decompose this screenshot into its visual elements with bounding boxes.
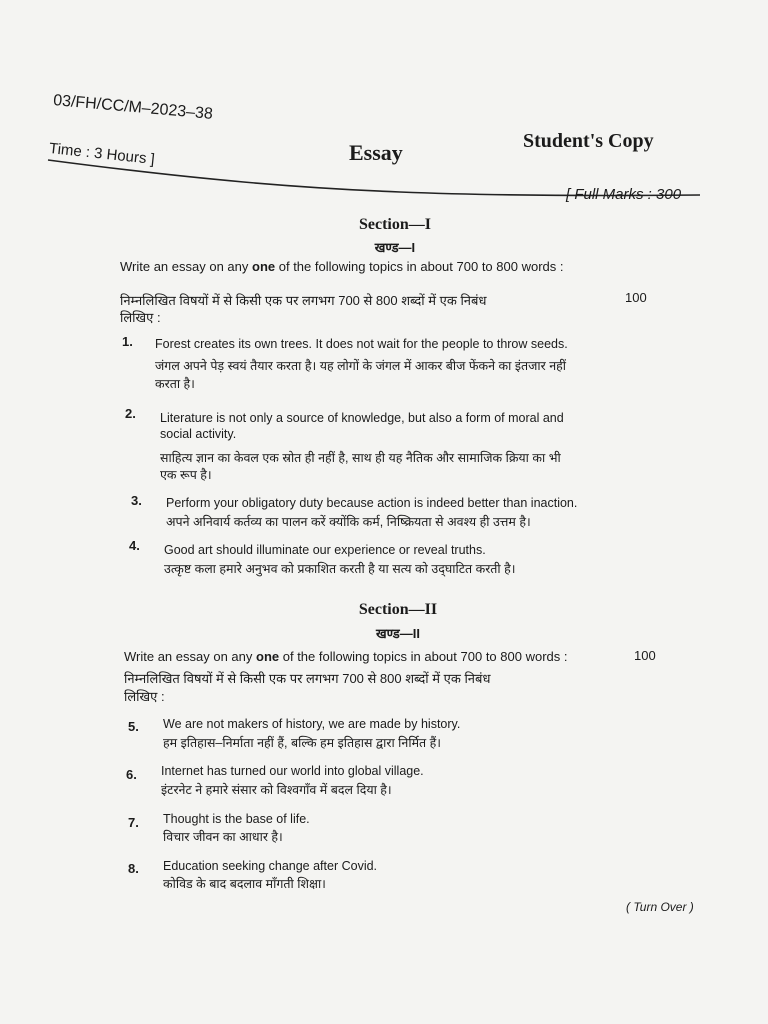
copy-label: Student's Copy: [523, 130, 654, 152]
question-text-en: We are not makers of history, we are made by history.: [163, 717, 461, 731]
question-text-en: Perform your obligatory duty because action is indeed better than inaction.: [166, 496, 578, 510]
question-text-en: Forest creates its own trees. It does not wait for the people to throw seeds.: [155, 337, 568, 351]
paper-code: 03/FH/CC/M–2023–38: [52, 92, 214, 123]
question-text-hi: उत्कृष्ट कला हमारे अनुभव को प्रकाशित करती है या सत्य को उद्‌घाटित करती है।: [164, 562, 516, 576]
question-number: 5.: [128, 719, 139, 734]
question-number: 2.: [125, 406, 136, 421]
page-title: Essay: [349, 140, 403, 165]
section1-instruction-hi: निम्नलिखित विषयों में से किसी एक पर लगभग 700 से 800 शब्दों में एक निबंध: [120, 293, 487, 308]
question-number: 6.: [126, 767, 137, 782]
question-number: 4.: [129, 538, 140, 553]
question-text-hi: अपने अनिवार्य कर्तव्य का पालन करें क्योंकि कर्म, निष्क्रियता से अवश्य ही उत्तम है।: [166, 515, 531, 529]
section2-heading-hi: खण्ड—II: [376, 626, 420, 641]
section2-instruction-hi-2: लिखिए :: [124, 689, 165, 704]
question-number: 8.: [128, 861, 139, 876]
question-text-hi: जंगल अपने पेड़ स्वयं तैयार करता है। यह लोगों के जंगल में आकर बीज फेंकने का इंतजार नहीं: [155, 359, 567, 373]
question-text-en-2: social activity.: [160, 427, 237, 441]
question-text-en: Internet has turned our world into global village.: [161, 764, 424, 778]
section2-instruction: Write an essay on any one of the following topics in about 700 to 800 words :: [124, 649, 568, 664]
question-text-en: Thought is the base of life.: [163, 812, 310, 826]
section1-heading: Section—I: [359, 216, 431, 233]
section2-marks: 100: [634, 648, 656, 663]
question-number: 3.: [131, 493, 142, 508]
section1-heading-hi: खण्ड—I: [374, 240, 416, 255]
question-text-hi: हम इतिहास–निर्माता नहीं हैं, बल्कि हम इतिहास द्वारा निर्मित हैं।: [163, 736, 442, 750]
question-text-hi: कोविड के बाद बदलाव माँगती शिक्षा।: [163, 877, 326, 891]
question-text-hi: इंटरनेट ने हमारे संसार को विश्वगाँव में बदल दिया है।: [161, 783, 392, 797]
question-text-hi-2: करता है।: [155, 377, 195, 391]
question-number: 7.: [128, 815, 139, 830]
section1-instruction-hi-2: लिखिए :: [120, 310, 161, 325]
question-text-hi: साहित्य ज्ञान का केवल एक स्रोत ही नहीं है, साथ ही यह नैतिक और सामाजिक क्रिया का भी: [160, 451, 561, 465]
question-text-en: Literature is not only a source of knowledge, but also a form of moral and: [160, 411, 564, 425]
time-label: Time : 3 Hours ]: [48, 140, 156, 169]
question-text-en: Education seeking change after Covid.: [163, 859, 378, 873]
section1-instruction: Write an essay on any one of the following topics in about 700 to 800 words :: [120, 259, 564, 274]
question-text-hi: विचार जीवन का आधार है।: [163, 830, 283, 844]
section2-instruction-hi: निम्नलिखित विषयों में से किसी एक पर लगभग 700 से 800 शब्दों में एक निबंध: [124, 671, 491, 686]
full-marks: [ Full Marks : 300: [566, 186, 682, 203]
turn-over-note: ( Turn Over ): [626, 900, 694, 914]
question-number: 1.: [122, 334, 133, 349]
section2-heading: Section—II: [358, 601, 438, 618]
section1-marks: 100: [625, 290, 647, 305]
question-text-en: Good art should illuminate our experience or reveal truths.: [164, 543, 486, 557]
question-text-hi-2: एक रूप है।: [160, 468, 212, 482]
